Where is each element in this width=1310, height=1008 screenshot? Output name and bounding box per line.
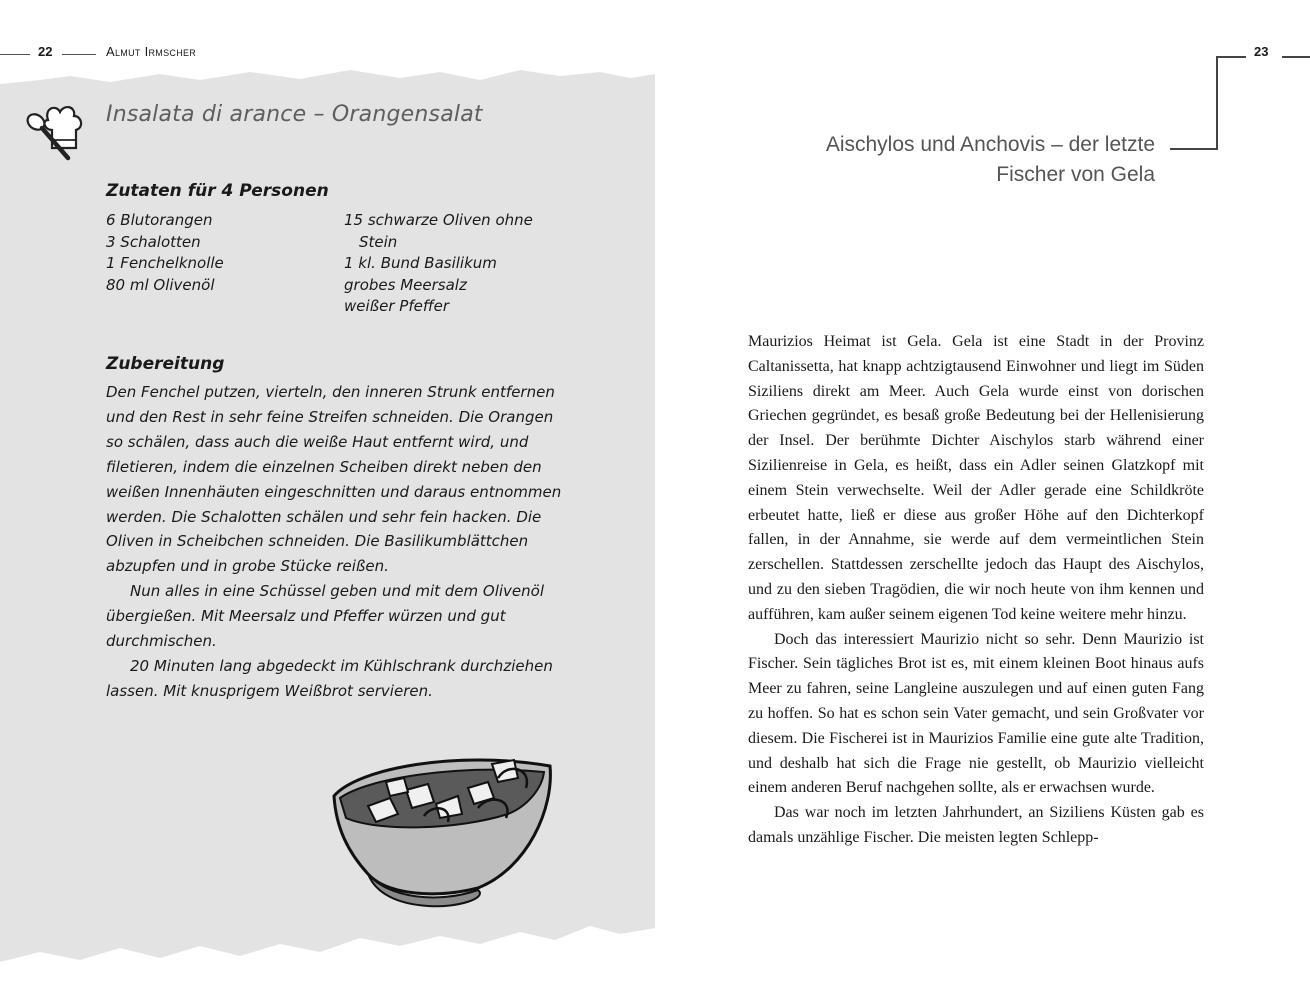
recipe-title: Insalata di arance – Orangensalat bbox=[106, 102, 483, 127]
preparation-paragraph: Nun alles in eine Schüssel geben und mit dem Olivenöl übergießen. Mit Meersalz und Pfeffer würzen und gut durchmischen. bbox=[106, 582, 544, 651]
ingredients-heading: Zutaten für 4 Personen bbox=[106, 181, 329, 201]
frame-bottom-line bbox=[1170, 148, 1218, 150]
rule-line bbox=[0, 54, 30, 55]
page-number-right: 23 bbox=[1254, 44, 1269, 59]
ingredient-item: 6 Blutorangen bbox=[106, 211, 213, 229]
running-head-left bbox=[0, 44, 660, 62]
ingredient-item: grobes Meersalz bbox=[344, 275, 467, 294]
author-name: Almut Irmscher bbox=[106, 44, 197, 59]
ingredient-item: 3 Schalotten bbox=[106, 232, 201, 251]
ingredient-item: 1 Fenchelknolle bbox=[106, 254, 224, 272]
preparation-paragraph: Den Fenchel putzen, vierteln, den inneren Strunk entfernen und den Rest in sehr feine Streifen schneiden. Die Orangen so schälen, dass auch die weiße Haut entfernt wird, und filetieren, indem die einzelnen Scheiben direkt neben den weißen Innenhäuten eingeschnitten und daraus entnommen werden. Die Schalotten schälen und sehr fein hacken. Die Oliven in Scheibchen schneiden. Die Basilikumblättchen abzupfen und in grobe Stücke reißen. bbox=[106, 383, 562, 576]
body-text bbox=[748, 330, 1204, 851]
ingredient-item: 15 schwarze Oliven ohne bbox=[344, 211, 533, 229]
frame-vertical-line bbox=[1216, 56, 1218, 150]
body-paragraph: Das war noch im letzten Jahrhundert, an Siziliens Küsten gab es damals unzählige Fischer. Die meisten legten Schlepp- bbox=[748, 804, 1204, 846]
preparation-paragraph: 20 Minuten lang abgedeckt im Kühlschrank durchziehen lassen. Mit knusprigem Weißbrot servieren. bbox=[106, 656, 553, 700]
frame-top-line bbox=[1282, 56, 1310, 58]
chef-hat-spoon-icon bbox=[22, 102, 84, 162]
preparation-heading: Zubereitung bbox=[106, 354, 225, 374]
chapter-title-line: Fischer von Gela bbox=[996, 163, 1155, 186]
chapter-title bbox=[700, 130, 1155, 190]
ingredient-item: 80 ml Olivenöl bbox=[106, 275, 215, 294]
ingredients-column-2 bbox=[344, 210, 584, 318]
body-paragraph: Maurizios Heimat ist Gela. Gela ist eine Stadt in der Provinz Caltanissetta, hat knapp achtzigtausend Einwohner und liegt im Süden Siziliens direkt am Meer. Auch Gela wurde einst von dorischen Griechen gegründet, es besaß große Bedeutung bei der Hellenisierung der Insel. Der berühmte Dichter Aischylos starb während einer Sizilienreise in Gela, es heißt, dass ein Adler seinen Glatzkopf mit einem Stein verwechselte. Weil der Adler gerade eine Schildkröte erbeutet hatte, ließ er diese aus großer Höhe auf den Dichterkopf fallen, in der Annahme, sie werde auf dem vermeintlichen Stein zerschellen. Stattdessen zerschellte jedoch das Haupt des Aischylos, und zu den sieben Tragödien, die wir noch heute von ihm kennen und aufführen, kam außer seinem eigenen Tod keine weitere mehr hinzu. bbox=[748, 333, 1204, 623]
ingredient-item: weißer Pfeffer bbox=[344, 297, 450, 315]
rule-line bbox=[62, 54, 96, 55]
ingredient-item: 1 kl. Bund Basilikum bbox=[344, 254, 497, 272]
ingredients-column-1 bbox=[106, 210, 326, 296]
chapter-title-line: Aischylos und Anchovis – der letzte bbox=[825, 133, 1155, 156]
salad-bowl-illustration bbox=[328, 748, 558, 908]
preparation-text bbox=[106, 380, 564, 704]
body-paragraph: Doch das interessiert Maurizio nicht so sehr. Denn Maurizio ist Fischer. Sein tägliches Brot ist es, mit einem kleinen Boot hinaus aufs Meer zu fahren, seine Langleine auszulegen und auf einen guten Fang zu hoffen. So hat es schon sein Vater gemacht, und sein Großvater vor diesem. Die Fischerei ist in Maurizios Familie eine gute alte Tradition, und deshalb hat sich die Frage nie gestellt, ob Maurizio vielleicht einem anderen Beruf nachgehen sollte, als er erwachsen wurde. bbox=[748, 630, 1204, 797]
ingredient-item-continuation: Stein bbox=[359, 232, 398, 251]
frame-top-line bbox=[1216, 56, 1246, 58]
page-number-left: 22 bbox=[38, 44, 53, 59]
